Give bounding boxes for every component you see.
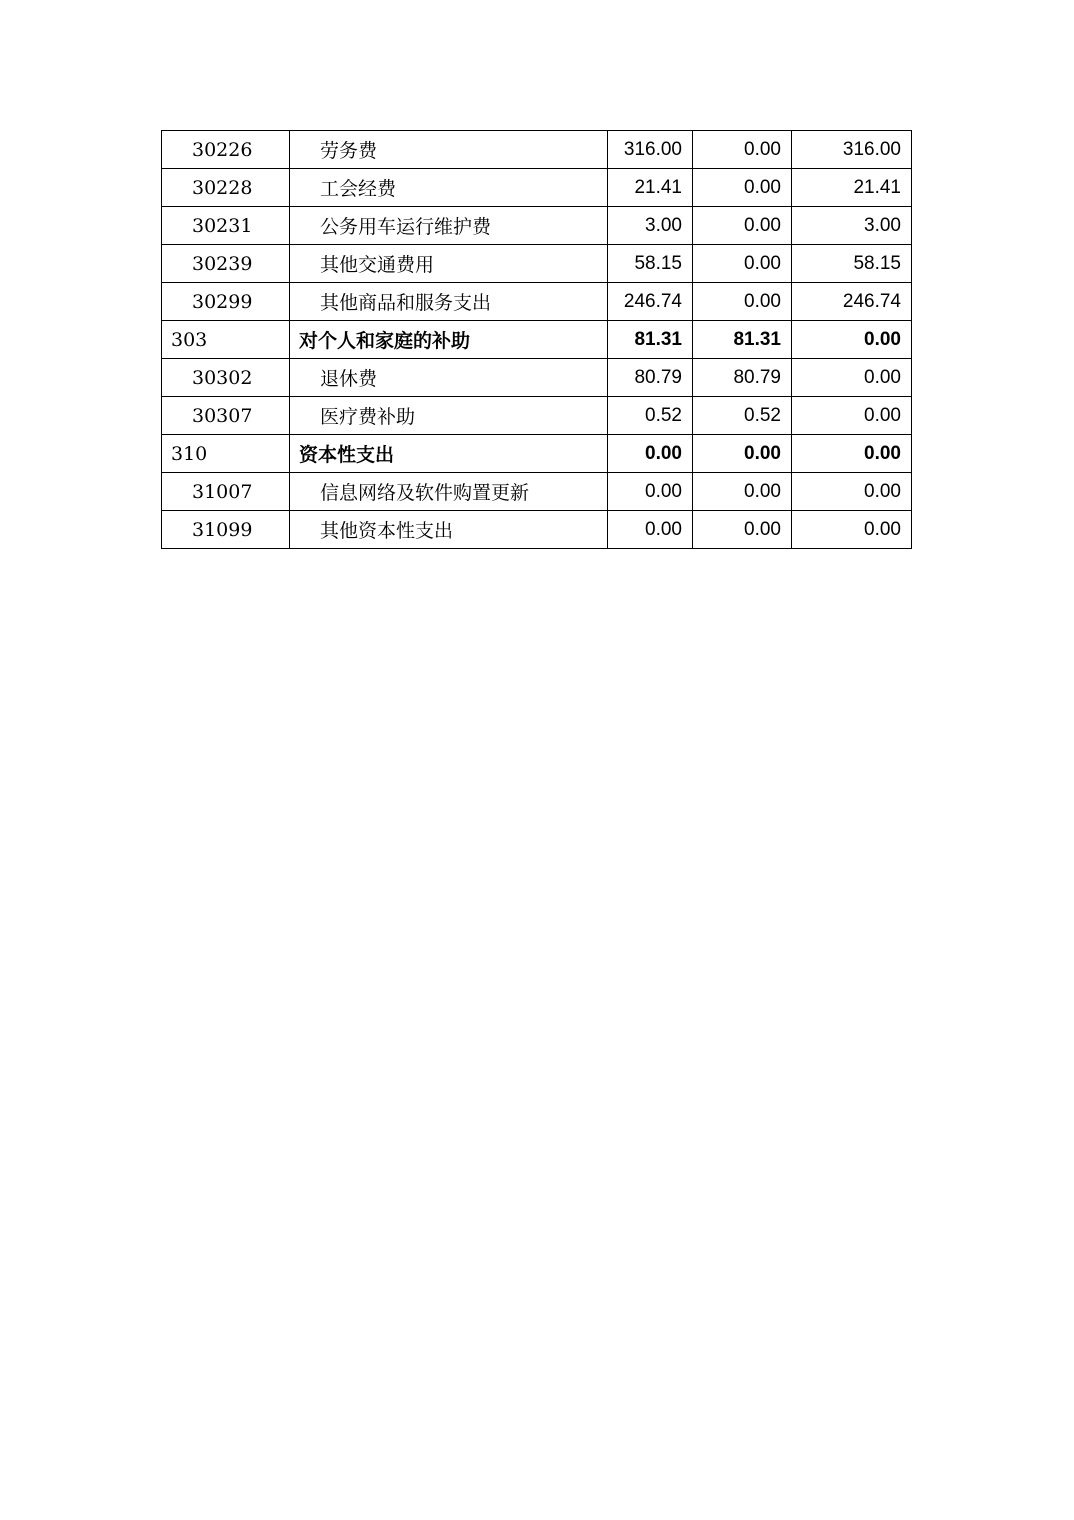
value-col-1: 80.79: [608, 359, 693, 397]
table-row: [162, 131, 912, 169]
item-name: 公务用车运行维护费: [290, 207, 608, 245]
table-row: [162, 245, 912, 283]
value-col-1: 3.00: [608, 207, 693, 245]
item-code: 30226: [162, 131, 290, 169]
table-row: [162, 169, 912, 207]
value-col-2: 0.00: [693, 131, 792, 169]
value-col-1: 0.00: [608, 511, 693, 549]
table-group-row: [162, 321, 912, 359]
value-col-2: 0.52: [693, 397, 792, 435]
value-col-1: 316.00: [608, 131, 693, 169]
value-col-3: 0.00: [792, 359, 912, 397]
value-col-2: 0.00: [693, 245, 792, 283]
item-name: 工会经费: [290, 169, 608, 207]
item-name: 其他商品和服务支出: [290, 283, 608, 321]
item-name: 其他交通费用: [290, 245, 608, 283]
group-name: 资本性支出: [290, 435, 608, 473]
value-col-3: 0.00: [792, 511, 912, 549]
value-col-1: 0.52: [608, 397, 693, 435]
value-col-3: 0.00: [792, 435, 912, 473]
item-name: 退休费: [290, 359, 608, 397]
table-row: [162, 207, 912, 245]
item-code: 30239: [162, 245, 290, 283]
group-name: 对个人和家庭的补助: [290, 321, 608, 359]
table-row: [162, 511, 912, 549]
table-row: [162, 397, 912, 435]
value-col-3: 0.00: [792, 397, 912, 435]
value-col-3: 3.00: [792, 207, 912, 245]
value-col-1: 21.41: [608, 169, 693, 207]
expenditure-table: [161, 130, 912, 549]
table-row: [162, 473, 912, 511]
item-name: 医疗费补助: [290, 397, 608, 435]
item-code: 30228: [162, 169, 290, 207]
value-col-2: 0.00: [693, 207, 792, 245]
value-col-3: 58.15: [792, 245, 912, 283]
item-code: 31099: [162, 511, 290, 549]
value-col-1: 0.00: [608, 435, 693, 473]
value-col-3: 0.00: [792, 473, 912, 511]
value-col-2: 0.00: [693, 283, 792, 321]
value-col-3: 0.00: [792, 321, 912, 359]
value-col-3: 316.00: [792, 131, 912, 169]
table-group-row: [162, 435, 912, 473]
value-col-2: 0.00: [693, 435, 792, 473]
item-code: 31007: [162, 473, 290, 511]
item-code: 30299: [162, 283, 290, 321]
value-col-3: 246.74: [792, 283, 912, 321]
item-name: 其他资本性支出: [290, 511, 608, 549]
value-col-1: 0.00: [608, 473, 693, 511]
value-col-3: 21.41: [792, 169, 912, 207]
item-code: 30302: [162, 359, 290, 397]
value-col-1: 58.15: [608, 245, 693, 283]
value-col-1: 246.74: [608, 283, 693, 321]
group-code: 310: [162, 435, 290, 473]
value-col-2: 80.79: [693, 359, 792, 397]
value-col-2: 0.00: [693, 511, 792, 549]
value-col-2: 0.00: [693, 169, 792, 207]
item-code: 30231: [162, 207, 290, 245]
item-name: 劳务费: [290, 131, 608, 169]
value-col-2: 0.00: [693, 473, 792, 511]
value-col-1: 81.31: [608, 321, 693, 359]
item-name: 信息网络及软件购置更新: [290, 473, 608, 511]
group-code: 303: [162, 321, 290, 359]
table-row: [162, 283, 912, 321]
table-row: [162, 359, 912, 397]
item-code: 30307: [162, 397, 290, 435]
value-col-2: 81.31: [693, 321, 792, 359]
